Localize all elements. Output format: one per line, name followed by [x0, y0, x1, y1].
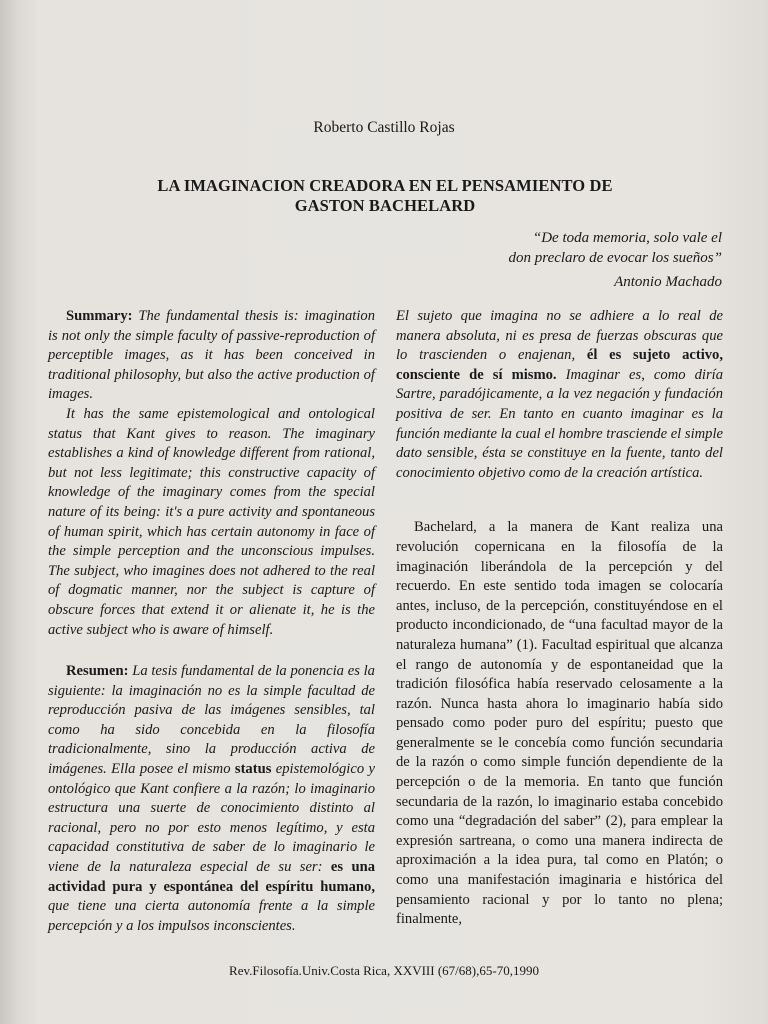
intro-text-1: El sujeto que imagina no se adhiere a lo real de manera absoluta, ni es presa de fuerzas obscuras que lo trascienden o enajenan, [396, 308, 723, 364]
resumen-text-1: La tesis fundamental de la ponencia es la siguiente: la imaginación no es la simple facultad de reproducción pasiva de las imágenes sensibles, tal como ha sido concebida en la filosofía tradicionalmente, sino la producción activa de imágenes. Ella posee el mismo [48, 663, 375, 778]
left-column [48, 307, 375, 936]
spacer [396, 483, 723, 518]
citation-footer: Rev.Filosofía.Univ.Costa Rica, XXVIII (67/68),65-70,1990 [229, 963, 539, 978]
resumen-paragraph [48, 662, 375, 936]
summary-label: Summary: [66, 308, 133, 324]
resumen-label: Resumen: [66, 663, 129, 680]
title-line-1: LA IMAGINACION CREADORA EN EL PENSAMIENTO DE [157, 176, 613, 195]
summary-paragraph-1 [48, 307, 375, 405]
summary-paragraph-2: It has the same epistemological and ontological status that Kant gives to reason. The imaginary establishes a kind of knowledge different from rational, but not less legitimate; this constructive capacity of knowledge of the imaginary comes from the special nature of its being: it's a pure activity and spontaneous of human spirit, which has certain autonomy in face of the simple perception and the unconscious impulses. The subject, who imagines does not adhered to the real of dogmatic manner, nor the subject is capture of obscure forces that extend it or alienate it, he is the active subject who is aware of himself. [48, 405, 375, 638]
article-title [60, 176, 710, 216]
resumen-text-2: epistemológico y ontológico que Kant confiere a la razón; lo imaginario estructura una suerte de conocimiento distinto al racional, pero no por esto menos legítimo, y esta capacidad constitutiva de saber de lo imaginario le viene de la naturaleza especial de su ser: [48, 761, 375, 876]
summary-text-1: The fundamental thesis is: imagination is not only the simple faculty of passive-reproduction of perceptible images, as it has been conceived in traditional philosophy, but also the active production of images. [48, 308, 375, 403]
resumen-text-3: que tiene una cierta autonomía frente a la simple percepción y a los impulsos inconscientes. [48, 898, 375, 934]
resumen-bold-status: status [234, 761, 272, 778]
epigraph-line-1: “De toda memoria, solo vale el [532, 230, 722, 246]
author-name: Roberto Castillo Rojas [313, 119, 455, 136]
title-line-2: GASTON BACHELARD [294, 196, 476, 215]
epigraph [362, 228, 722, 292]
right-column [396, 307, 723, 930]
body-paragraph: Bachelard, a la manera de Kant realiza una revolución copernicana en la filosofía de la imaginación liberándola de la percepción y del recuerdo. En este sentido toda imagen se colocaría antes, incluso, de la percepción, constituyéndose en el producto incondicionado, de “una facultad mayor de la naturaleza humana” (1). Facultad espiritual que alcanza el rango de autonomía y de espontaneidad que la tradición filosófica había reservado celosamente a la razón. Nunca hasta ahora lo imaginario había sido pensado como poder puro del espíritu; puesto que generalmente se le concebía como función secundaria de la razón o como simple función dependiente de la percepción o de la memoria. En tanto que función secundaria de la razón, lo imaginario estaba concebido como una “degradación del saber” (2), para emplear la expresión sartreana, o como una manera indirecta de aproximación a la idea pura, tal como en Platón; o como una manifestación imaginaria e histórica del pensamiento racional y por lo tanto no plena; finalmente, [396, 519, 723, 928]
intro-text-2: Imaginar es, como diría Sartre, paradójicamente, a la vez negación y fundación positiva de ser. En tanto en cuanto imaginar es la función mediante la cual el hombre trasciende el simple dato sensible, ésta se constituye en la fuente, tanto del conocimiento objetivo como de la creación artística. [396, 366, 723, 481]
intro-bold: él es sujeto activo, consciente de sí mismo. [396, 347, 723, 383]
resumen-bold-phrase: es una actividad pura y espontánea del espíritu humano, [48, 859, 376, 895]
intro-paragraph [396, 307, 723, 483]
epigraph-author: Antonio Machado [614, 274, 722, 290]
spacer [48, 640, 375, 662]
epigraph-line-2: don preclaro de evocar los sueños” [508, 250, 722, 266]
